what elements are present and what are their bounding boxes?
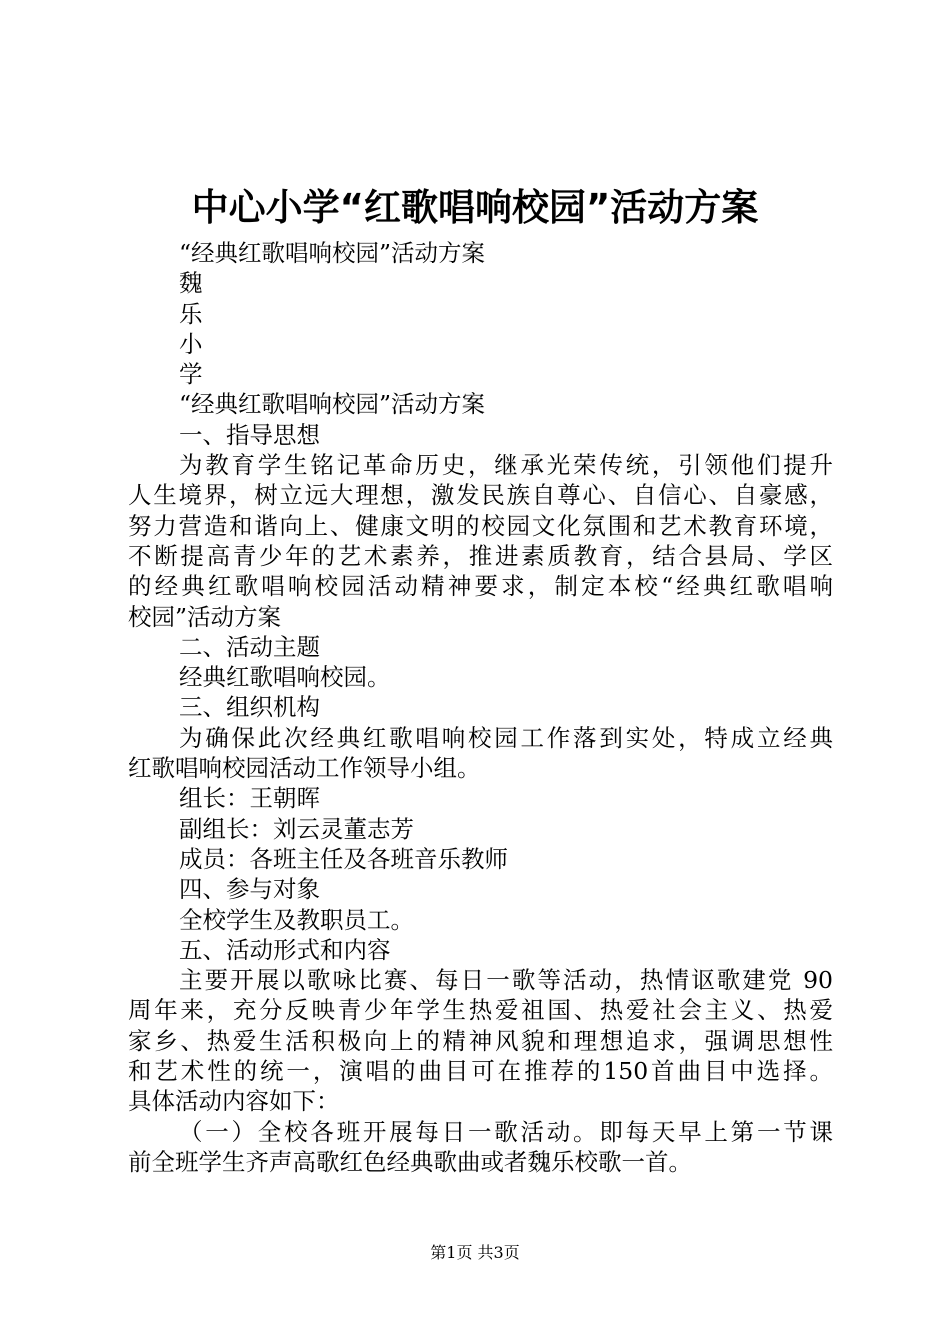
- paragraph-line: 主要开展以歌咏比赛、每日一歌等活动，热情讴歌建党 90: [179, 966, 833, 995]
- school-name-char: 魏: [179, 269, 203, 298]
- page-footer: 第1页 共3页: [430, 1243, 520, 1262]
- paragraph-line: 家乡、热爱生活积极向上的精神风貌和理想追求，强调思想性: [128, 1026, 833, 1055]
- section-heading: 四、参与对象: [179, 875, 320, 904]
- leader-line: 组长：王朝晖: [179, 784, 320, 813]
- paragraph-line: 经典红歌唱响校园。: [179, 663, 391, 692]
- paragraph-line: 红歌唱响校园活动工作领导小组。: [128, 754, 481, 783]
- section-heading: 二、活动主题: [179, 632, 320, 661]
- paragraph-line: 校园”活动方案: [128, 602, 282, 631]
- paragraph-line: 和艺术性的统一，演唱的曲目可在推荐的150首曲目中选择。: [128, 1057, 833, 1086]
- paragraph-line: 周年来，充分反映青少年学生热爱祖国、热爱社会主义、热爱: [128, 996, 833, 1025]
- school-name-char: 学: [179, 360, 203, 389]
- paragraph-line: （一）全校各班开展每日一歌活动。即每天早上第一节课: [179, 1117, 833, 1146]
- section-heading: 五、活动形式和内容: [179, 935, 391, 964]
- members-line: 成员：各班主任及各班音乐教师: [179, 844, 508, 873]
- paragraph-line: 不断提高青少年的艺术素养，推进素质教育，结合县局、学区: [128, 541, 833, 570]
- school-name-char: 小: [179, 329, 203, 358]
- paragraph-line: 具体活动内容如下：: [128, 1087, 340, 1116]
- paragraph-line: 努力营造和谐向上、健康文明的校园文化氛围和艺术教育环境，: [128, 511, 833, 540]
- section-heading: 三、组织机构: [179, 693, 320, 722]
- school-name-char: 乐: [179, 299, 203, 328]
- paragraph-line: 的经典红歌唱响校园活动精神要求，制定本校“经典红歌唱响: [128, 572, 833, 601]
- paragraph-line: 前全班学生齐声高歌红色经典歌曲或者魏乐校歌一首。: [128, 1147, 692, 1176]
- paragraph-line: 全校学生及教职员工。: [179, 905, 414, 934]
- subtitle-line: “经典红歌唱响校园”活动方案: [179, 390, 486, 419]
- section-heading: 一、指导思想: [179, 420, 320, 449]
- paragraph-line: 人生境界，树立远大理想，激发民族自尊心、自信心、自豪感，: [128, 481, 833, 510]
- paragraph-line: 为确保此次经典红歌唱响校园工作落到实处，特成立经典: [179, 723, 833, 752]
- subtitle-line: “经典红歌唱响校园”活动方案: [179, 239, 486, 267]
- paragraph-line: 为教育学生铭记革命历史，继承光荣传统，引领他们提升: [179, 451, 833, 480]
- document-body: [128, 238, 833, 1177]
- document-title: 中心小学“红歌唱响校园”活动方案: [191, 186, 759, 229]
- vice-leader-line: 副组长：刘云灵董志芳: [179, 814, 414, 843]
